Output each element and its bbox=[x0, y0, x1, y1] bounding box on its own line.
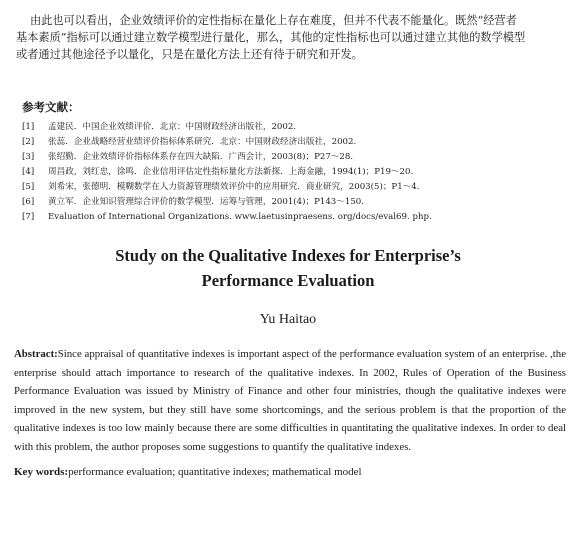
author-name: Yu Haitao bbox=[259, 312, 317, 327]
reference-item bbox=[22, 165, 562, 180]
reference-text: 黄立军．企业知识管理综合评价的数学模型．运筹与管理，2001(4)；P143～150. bbox=[48, 197, 364, 207]
reference-item bbox=[22, 135, 562, 150]
abstract-label: Abstract: bbox=[14, 348, 58, 360]
abstract bbox=[14, 345, 566, 456]
reference-text: 张绍勤．企业效绩评价指标体系存在四大缺陷．广西会计，2003(8)；P27～28. bbox=[48, 152, 354, 162]
reference-number: [1] bbox=[22, 122, 35, 132]
reference-number: [4] bbox=[22, 167, 35, 177]
reference-number: [5] bbox=[22, 182, 35, 192]
references-heading: 参考文献： bbox=[22, 100, 80, 114]
english-title-line-1: Study on the Qualitative Indexes for Enterprise’s bbox=[115, 246, 461, 265]
reference-item bbox=[22, 210, 562, 225]
reference-item bbox=[22, 120, 562, 135]
reference-item bbox=[22, 150, 562, 165]
reference-list bbox=[22, 120, 562, 225]
reference-text: 刘希宋，张德明．模糊数学在人力资源管理绩效评价中的应用研究．商业研究，2003(5)；P1～4. bbox=[48, 182, 420, 192]
reference-text: 周昌政，刘红忠，徐鸣．企业信用评估定性指标量化方法新探．上海金融，1994(1)；P19～20. bbox=[48, 167, 414, 177]
reference-number: [3] bbox=[22, 152, 35, 162]
intro-paragraph bbox=[16, 12, 564, 63]
reference-text: 孟建民．中国企业效绩评价．北京：中国财政经济出版社，2002. bbox=[48, 122, 297, 132]
intro-line: 基本素质”指标可以通过建立数学模型进行量化，那么，其他的定性指标也可以通过建立其他的数学模型 bbox=[16, 31, 526, 44]
reference-item bbox=[22, 180, 562, 195]
intro-line: 由此也可以看出，企业效绩评价的定性指标在量化上存在难度，但并不代表不能量化。既然“经营者 bbox=[30, 14, 517, 27]
reference-number: [6] bbox=[22, 197, 35, 207]
reference-number: [2] bbox=[22, 137, 35, 147]
keywords-text: performance evaluation; quantitative indexes; mathematical model bbox=[68, 466, 362, 478]
keywords-label: Key words: bbox=[14, 466, 69, 478]
reference-number: [7] bbox=[22, 212, 35, 222]
reference-text: 张蕊．企业战略经营业绩评价指标体系研究．北京：中国财政经济出版社，2002. bbox=[48, 137, 357, 147]
intro-line: 或者通过其他途径予以量化，只是在量化方法上还有待于研究和开发。 bbox=[16, 48, 363, 61]
english-title-line-2: Performance Evaluation bbox=[201, 271, 375, 290]
abstract-text: Since appraisal of quantitative indexes is important aspect of the performance evaluation system of an enterprise. ,the enterprise should attach importance to research of the qualitative indexes. In 2002, Rules of Operation of the Business Performance Evaluation was issued by Ministry of Finance and other four ministries, though the qualitative indexes were improved in the new system, but they still have some shortcomings, and the serious problem is that the proportion of the qualitative indexes is too low mainly because there are some difficulties in quantitating the qualitative indexes. In order to deal with this problem, the author proposes some suggestions to quantify the qualitative indexes. bbox=[14, 348, 566, 453]
reference-item bbox=[22, 195, 562, 210]
reference-text: Evaluation of International Organizations. www.laetusinpraesens. org/docs/eval69. php. bbox=[48, 212, 432, 222]
keywords bbox=[14, 466, 362, 478]
